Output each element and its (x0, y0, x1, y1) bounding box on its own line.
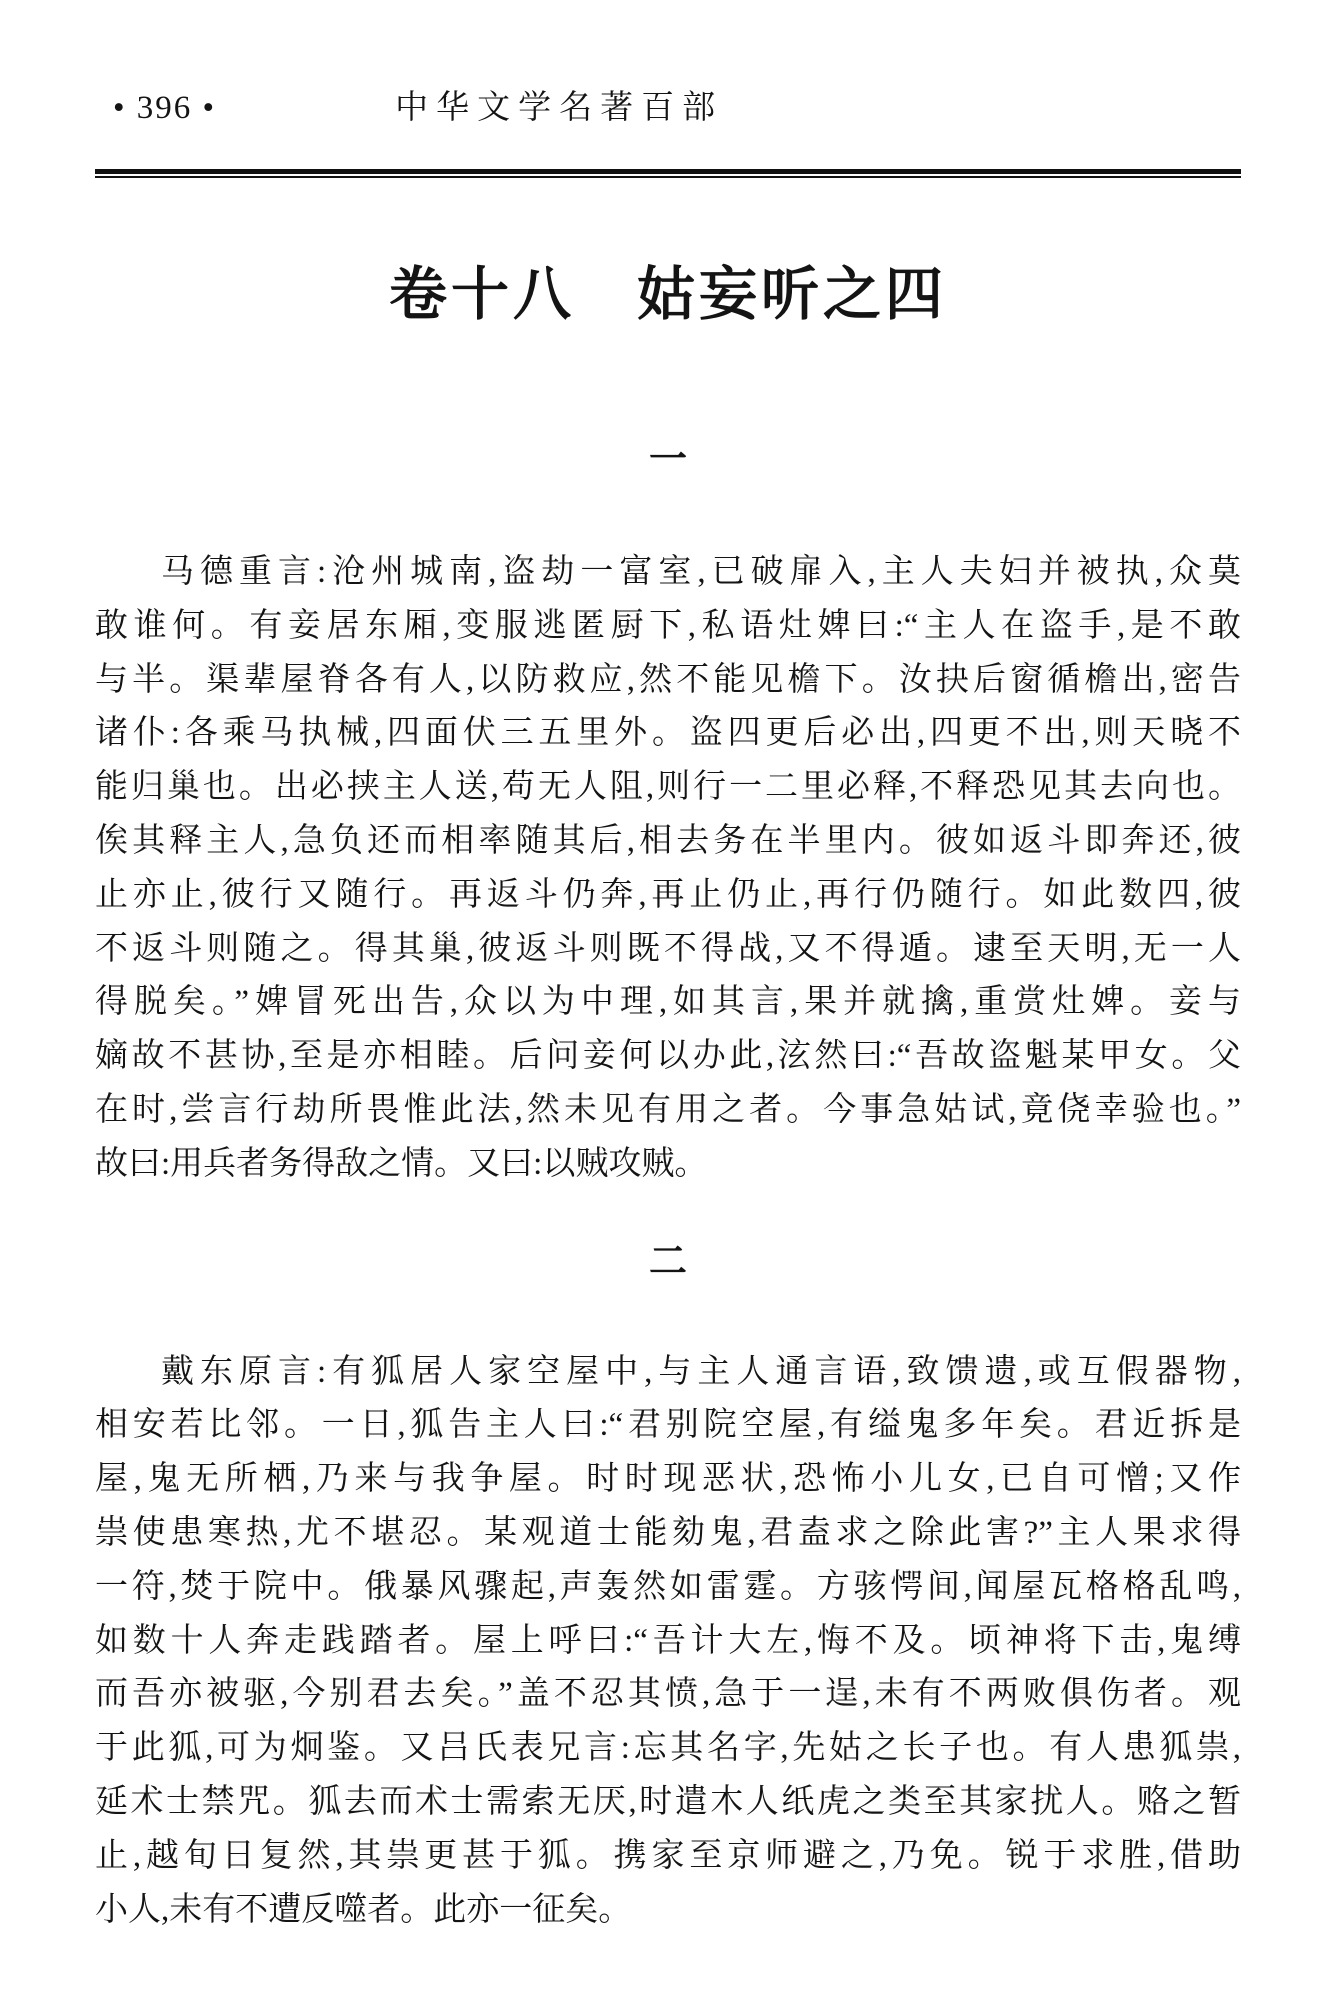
chapter-title: 卷十八 姑妄听之四 (388, 262, 947, 327)
text-line: 戴东原言:有狐居人家空屋中,与主人通言语,致馈遗,或互假器物, (161, 1353, 1241, 1390)
text-line: 敢谁何。有妾居东厢,变服逃匿厨下,私语灶婢曰:“主人在盗手,是不敢 (95, 607, 1241, 644)
text-line: 俟其释主人,急负还而相率随其后,相去务在半里内。彼如返斗即奔还,彼 (95, 822, 1241, 859)
text-line: 得脱矣。”婢冒死出告,众以为中理,如其言,果并就擒,重赏灶婢。妾与 (95, 984, 1241, 1021)
section-marker-2: 二 (648, 1240, 687, 1283)
text-line: 能归巢也。出必挟主人送,苟无人阻,则行一二里必释,不释恐见其去向也。 (95, 769, 1241, 806)
header-rule-thin-line (95, 176, 1241, 178)
section-marker-1: 一 (648, 439, 687, 481)
text-line: 与半。渠辈屋脊各有人,以防救应,然不能见檐下。汝抉后窗循檐出,密告 (95, 661, 1241, 698)
page-content (95, 86, 1241, 1937)
text-line: 如数十人奔走践踏者。屋上呼曰:“吾计大左,悔不及。顷神将下击,鬼缚 (95, 1622, 1241, 1659)
text-line: 于此狐,可为炯鉴。又吕氏表兄言:忘其名字,先姑之长子也。有人患狐祟, (95, 1730, 1241, 1767)
paragraph-2 (95, 1346, 1241, 1938)
text-line: 嫡故不甚协,至是亦相睦。后问妾何以办此,泫然曰:“吾故盗魁某甲女。父 (95, 1038, 1241, 1075)
text-line: 马德重言:沧州城南,盗劫一富室,已破扉入,主人夫妇并被执,众莫 (161, 554, 1241, 590)
text-line: 故曰:用兵者务得敌之情。又曰:以贼攻贼。 (95, 1145, 708, 1182)
page-number: • 396 • (113, 90, 217, 126)
text-line: 屋,鬼无所栖,乃来与我争屋。时时现恶状,恐怖小儿女,已自可憎;又作 (95, 1461, 1241, 1498)
text-line: 一符,焚于院中。俄暴风骤起,声轰然如雷霆。方骇愕间,闻屋瓦格格乱鸣, (95, 1568, 1241, 1605)
header-rule (95, 169, 1241, 178)
text-line: 而吾亦被驱,今别君去矣。”盖不忍其愤,急于一逞,未有不两败俱伤者。观 (95, 1676, 1241, 1713)
text-line: 在时,尝言行劫所畏惟此法,然未见有用之者。今事急姑试,竟侥幸验也。” (95, 1091, 1241, 1128)
text-line: 诸仆:各乘马执械,四面伏三五里外。盗四更后必出,四更不出,则天晓不 (95, 715, 1241, 752)
text-line: 小人,未有不遭反噬者。此亦一征矣。 (95, 1891, 632, 1928)
series-title: 中华文学名著百部 (395, 90, 724, 126)
text-line: 不返斗则随之。得其巢,彼返斗则既不得战,又不得遁。逮至天明,无一人 (95, 930, 1241, 967)
text-line: 延术士禁咒。狐去而术士需索无厌,时遣木人纸虎之类至其家扰人。赂之暂 (95, 1783, 1241, 1820)
running-header (95, 86, 1241, 130)
text-line: 祟使患寒热,尤不堪忍。某观道士能劾鬼,君盍求之除此害?”主人果求得 (95, 1514, 1241, 1551)
text-line: 止,越旬日复然,其祟更甚于狐。携家至京师避之,乃免。锐于求胜,借助 (95, 1837, 1241, 1874)
text-line: 相安若比邻。一日,狐告主人曰:“君别院空屋,有缢鬼多年矣。君近拆是 (95, 1407, 1241, 1444)
text-line: 止亦止,彼行又随行。再返斗仍奔,再止仍止,再行仍随行。如此数四,彼 (95, 876, 1241, 913)
paragraph-1 (95, 546, 1241, 1192)
